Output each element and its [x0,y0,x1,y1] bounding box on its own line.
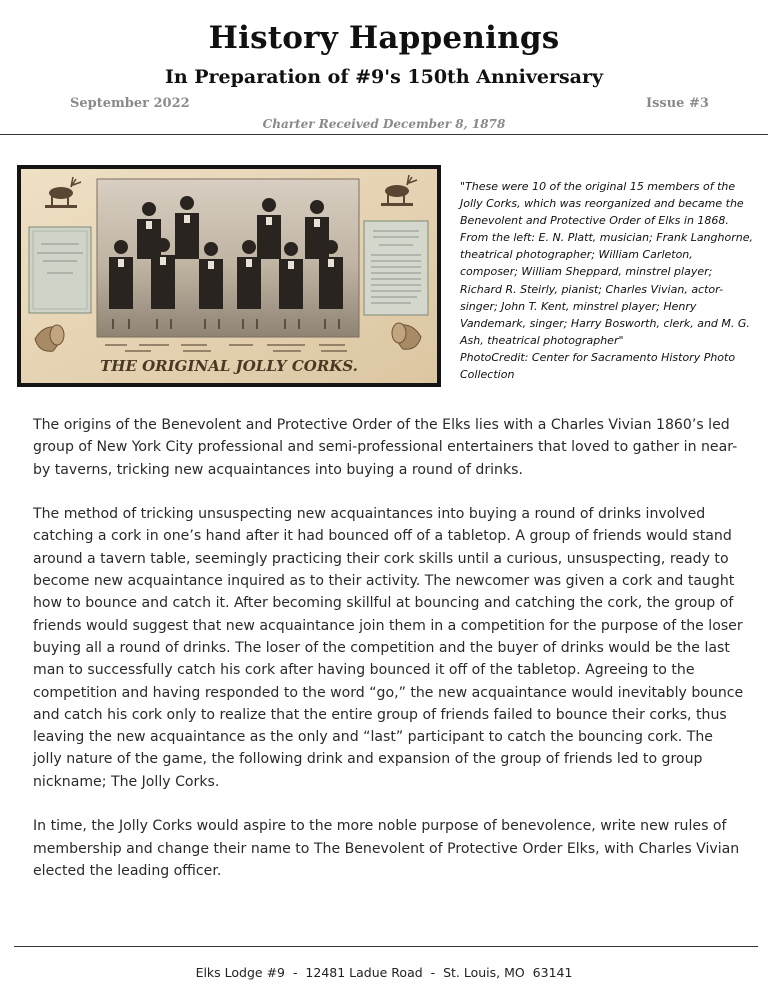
header-divider [0,134,768,135]
group-portrait [97,179,359,337]
charter-line: Charter Received December 8, 1878 [262,117,506,131]
article-paragraph: The method of tricking unsuspecting new acquaintances into buying a round of drinks involved catching a cork in one’s hand after it had bounced off of a tabletop. A group of friends would stand around a tavern table, seemingly practicing their cork skills until a curious, unsuspecting, ready to become new acquaintance inquired as to their activity. The newcomer was given a cork and taught how to bounce and catch it. After becoming skillful at bouncing and catching the cork, the group of friends would suggest that new acquaintance join them in a competition for the purpose of the loser buying all a round of drinks. The loser of the competition and the buyer of drinks would be the last man to successfully catch his cork after having bounced it off of the tabletop. Agreeing to the competition and having responded to the word “go,” the new acquaintance would inevitably bounce and catch his cork only to realize that the entire group of friends failed to bounce their corks, thus leaving the new acquaintance as the only and “last” participant to catch the bouncing cork. The jolly nature of the game, the following drink and expansion of the group of friends led to group nickname; The Jolly Corks. [33,506,744,790]
issue-date: September 2022 [70,96,190,111]
article-paragraph: In time, the Jolly Corks would aspire to the more noble purpose of benevolence, write new rules of membership and change their name to The Benevolent of Protective Order Elks, with Charles Vivian elected the leading officer. [33,818,740,879]
article-paragraph: The origins of the Benevolent and Protective Order of the Elks lies with a Charles Vivian 1860’s led group of New York City professional and semi-professional entertainers that loved to gather in near-by taverns, tricking new acquaintances into buying a round of drinks. [33,417,738,478]
footer-divider [14,946,758,947]
newsletter-title: History Happenings [208,20,560,56]
photo-credit: PhotoCredit: Center for Sacramento History Photo Collection [460,350,736,382]
photo-caption [460,178,754,383]
newsletter-subtitle: In Preparation of #9's 150th Anniversary [164,66,604,88]
left-document-card [29,227,91,313]
photo-banner-text: THE ORIGINAL JOLLY CORKS. [100,357,358,375]
lodge-address-footer: Elks Lodge #9 - 12481 Ladue Road - St. Louis, MO 63141 [195,965,573,980]
jolly-corks-photo [17,165,441,387]
right-document-card [364,221,428,315]
caption-quote: "These were 10 of the original 15 members of the Jolly Corks, which was reorganized and became the Benevolent and Protective Order of Elks in 1868. From the left: E. N. Platt, musician; Frank Langhorne, theatrical photographer; William Carleton, composer; William Sheppard, minstrel player; Richard R. Steirly, pianist; Charles Vivian, actor-singer; John T. Kent, minstrel player; Henry Vandemark, singer; Harry Bosworth, clerk, and M. G. Ash, theatrical photographer" [460,180,753,347]
issue-number: Issue #3 [646,96,709,111]
article-body [33,414,745,905]
